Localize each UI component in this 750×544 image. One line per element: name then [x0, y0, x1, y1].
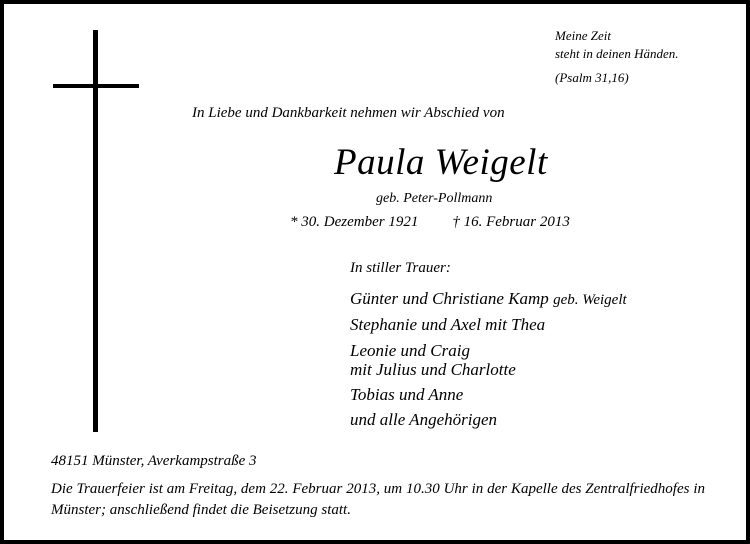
mourner-line: mit Julius und Charlotte: [350, 360, 516, 379]
mourner-line: Leonie und Craig: [350, 341, 470, 360]
deceased-name: Paula Weigelt: [334, 142, 548, 183]
mourner-line: Tobias und Anne: [350, 385, 464, 404]
cross-icon-crossbar: [53, 84, 139, 88]
address: 48151 Münster, Averkampstraße 3: [51, 453, 257, 469]
psalm-line-2: steht in deinen Händen.: [555, 46, 679, 61]
death-date: † 16. Februar 2013: [452, 214, 570, 230]
mourner-line: Stephanie und Axel mit Thea: [350, 315, 546, 334]
funeral-notice: Die Trauerfeier ist am Freitag, dem 22. Februar 2013, um 10.30 Uhr in der Kapelle des Zentralfriedhofes in Münster; anschließend findet die Beisetzung statt.: [51, 481, 705, 518]
birth-name: geb. Peter-Pollmann: [376, 191, 493, 206]
mourner-birth-name: geb. Weigelt: [553, 292, 627, 308]
birth-date: * 30. Dezember 1921: [290, 214, 419, 230]
intro-text: In Liebe und Dankbarkeit nehmen wir Abschied von: [192, 105, 505, 121]
psalm-reference: (Psalm 31,16): [555, 70, 629, 85]
mourner-names: Günter und Christiane Kamp: [350, 289, 549, 308]
life-dates: [290, 214, 570, 231]
mourner-line: und alle Angehörigen: [350, 410, 497, 429]
mourners-heading: In stiller Trauer:: [350, 260, 451, 276]
cross-icon: [93, 30, 98, 432]
psalm-line-1: Meine Zeit: [555, 28, 611, 43]
mourner-line: [350, 289, 627, 310]
